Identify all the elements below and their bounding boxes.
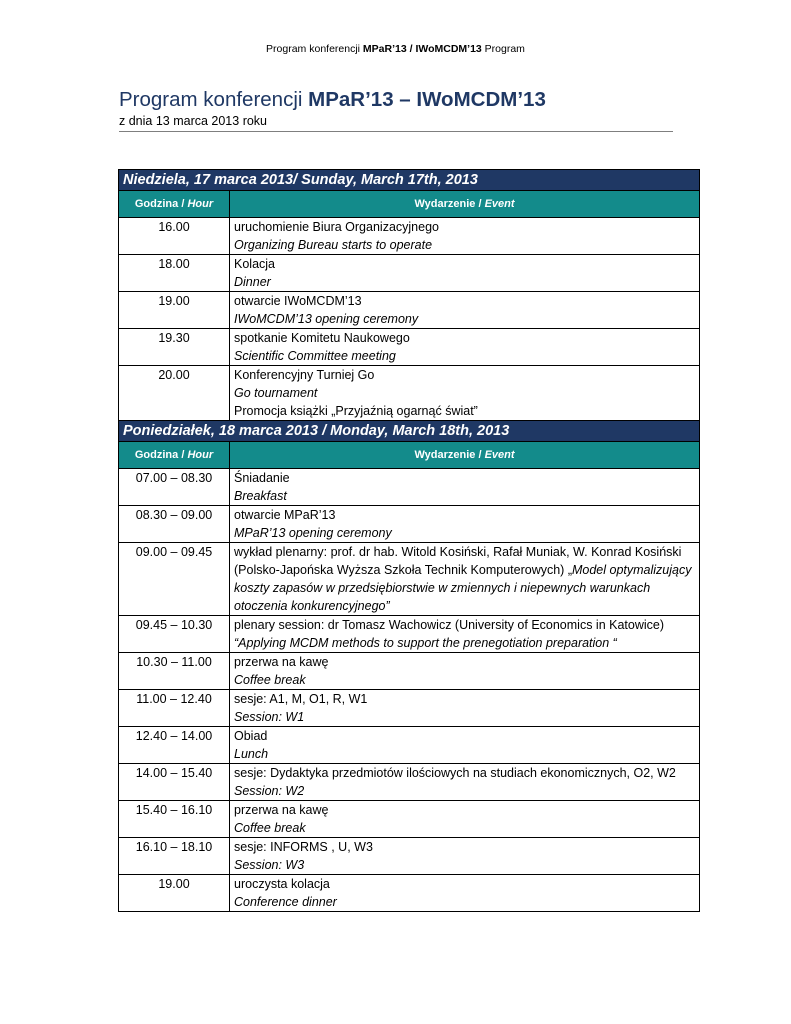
title-bold: MPaR’13 – IWoMCDM’13 bbox=[308, 88, 546, 111]
event-en: Organizing Bureau starts to operate bbox=[234, 238, 433, 252]
table-row bbox=[119, 469, 700, 506]
col-header-hour-pl: Godzina / bbox=[134, 198, 188, 210]
event-pl: spotkanie Komitetu Naukowego bbox=[234, 331, 410, 345]
row-event bbox=[230, 616, 700, 653]
event-en: Go tournament bbox=[234, 386, 318, 400]
event-en: IWoMCDM’13 opening ceremony bbox=[234, 312, 419, 326]
running-header-pre: Program konferencji bbox=[266, 43, 363, 55]
event-text bbox=[234, 545, 691, 613]
row-hour: 11.00 – 12.40 bbox=[119, 690, 230, 727]
row-event bbox=[230, 292, 700, 329]
day-heading: Niedziela, 17 marca 2013/ Sunday, March 17th, 2013 bbox=[119, 170, 700, 191]
row-hour: 20.00 bbox=[119, 366, 230, 421]
day-heading-row bbox=[119, 421, 700, 442]
table-row bbox=[119, 838, 700, 875]
running-header bbox=[0, 43, 791, 55]
running-header-bold: MPaR’13 / IWoMCDM’13 bbox=[362, 43, 482, 55]
schedule-table bbox=[118, 169, 700, 912]
event-pl: przerwa na kawę bbox=[234, 803, 329, 817]
table-row bbox=[119, 543, 700, 616]
row-event bbox=[230, 875, 700, 912]
event-en: Breakfast bbox=[234, 489, 287, 503]
col-header-hour bbox=[119, 442, 230, 469]
column-header-row bbox=[119, 442, 700, 469]
row-hour: 16.00 bbox=[119, 218, 230, 255]
table-row bbox=[119, 764, 700, 801]
col-header-hour bbox=[119, 191, 230, 218]
event-en: Lunch bbox=[234, 747, 269, 761]
table-row bbox=[119, 875, 700, 912]
event-pl: uroczysta kolacja bbox=[234, 877, 330, 891]
event-en: Scientific Committee meeting bbox=[234, 349, 396, 363]
row-event bbox=[230, 690, 700, 727]
event-en: Model optymalizujący koszty zapasów w przedsiębiorstwie w zmiennych i niepewnych warunkach otoczenia konkurencyjnego” bbox=[234, 563, 692, 613]
event-en: Coffee break bbox=[234, 821, 306, 835]
event-en: Session: W2 bbox=[234, 784, 305, 798]
row-hour: 14.00 – 15.40 bbox=[119, 764, 230, 801]
row-hour: 19.00 bbox=[119, 292, 230, 329]
row-event bbox=[230, 801, 700, 838]
table-row bbox=[119, 218, 700, 255]
table-row bbox=[119, 727, 700, 764]
row-hour: 10.30 – 11.00 bbox=[119, 653, 230, 690]
row-hour: 19.30 bbox=[119, 329, 230, 366]
event-en: “Applying MCDM methods to support the prenegotiation preparation “ bbox=[234, 636, 617, 650]
col-header-hour-en: Hour bbox=[187, 449, 214, 461]
event-pl: sesje: A1, M, O1, R, W1 bbox=[234, 692, 368, 706]
row-event bbox=[230, 543, 700, 616]
row-hour: 16.10 – 18.10 bbox=[119, 838, 230, 875]
title-rule bbox=[119, 131, 673, 132]
event-pl: otwarcie IWoMCDM’13 bbox=[234, 294, 362, 308]
event-pl: sesje: Dydaktyka przedmiotów ilościowych na studiach ekonomicznych, O2, W2 bbox=[234, 766, 676, 780]
table-row bbox=[119, 329, 700, 366]
event-pl: Kolacja bbox=[234, 257, 275, 271]
col-header-event-pl: Wydarzenie / bbox=[414, 198, 485, 210]
row-event bbox=[230, 469, 700, 506]
event-extra: Promocja książki „Przyjaźnią ogarnąć świat” bbox=[234, 404, 478, 418]
row-hour: 15.40 – 16.10 bbox=[119, 801, 230, 838]
running-header-post: Program bbox=[481, 43, 525, 55]
table-row bbox=[119, 690, 700, 727]
event-en: Session: W3 bbox=[234, 858, 305, 872]
row-hour: 19.00 bbox=[119, 875, 230, 912]
event-en: Conference dinner bbox=[234, 895, 337, 909]
col-header-event-en: Event bbox=[484, 198, 515, 210]
event-pl: plenary session: dr Tomasz Wachowicz (University of Economics in Katowice) bbox=[234, 618, 665, 632]
row-event bbox=[230, 329, 700, 366]
row-event bbox=[230, 218, 700, 255]
title-pre: Program konferencji bbox=[119, 88, 309, 111]
page-title bbox=[119, 88, 546, 112]
event-en: Session: W1 bbox=[234, 710, 305, 724]
event-pl: uruchomienie Biura Organizacyjnego bbox=[234, 220, 439, 234]
column-header-row bbox=[119, 191, 700, 218]
event-en: MPaR’13 opening ceremony bbox=[234, 526, 392, 540]
col-header-event bbox=[230, 191, 700, 218]
col-header-event-pl: Wydarzenie / bbox=[414, 449, 485, 461]
table-row bbox=[119, 801, 700, 838]
col-header-hour-pl: Godzina / bbox=[134, 449, 188, 461]
row-event bbox=[230, 727, 700, 764]
table-row bbox=[119, 653, 700, 690]
row-hour: 09.45 – 10.30 bbox=[119, 616, 230, 653]
event-pl: Śniadanie bbox=[234, 471, 290, 485]
row-hour: 07.00 – 08.30 bbox=[119, 469, 230, 506]
row-hour: 18.00 bbox=[119, 255, 230, 292]
table-row bbox=[119, 255, 700, 292]
table-row bbox=[119, 292, 700, 329]
col-header-hour-en: Hour bbox=[187, 198, 214, 210]
row-event bbox=[230, 255, 700, 292]
table-row bbox=[119, 506, 700, 543]
row-event bbox=[230, 653, 700, 690]
day-heading: Poniedziałek, 18 marca 2013 / Monday, March 18th, 2013 bbox=[119, 421, 700, 442]
event-pl: wykład plenarny: prof. dr hab. Witold Kosiński, Rafał Muniak, W. Konrad Kosiński (Polsko-Japońska Wyższa Szkoła Technik Komputerowych) „ bbox=[234, 545, 682, 577]
col-header-event bbox=[230, 442, 700, 469]
row-event bbox=[230, 506, 700, 543]
row-hour: 12.40 – 14.00 bbox=[119, 727, 230, 764]
event-pl: otwarcie MPaR’13 bbox=[234, 508, 336, 522]
row-hour: 08.30 – 09.00 bbox=[119, 506, 230, 543]
page-subtitle: z dnia 13 marca 2013 roku bbox=[119, 114, 268, 128]
row-event bbox=[230, 764, 700, 801]
event-en: Coffee break bbox=[234, 673, 306, 687]
row-event bbox=[230, 366, 700, 421]
event-pl: Obiad bbox=[234, 729, 268, 743]
event-pl: Konferencyjny Turniej Go bbox=[234, 368, 375, 382]
col-header-event-en: Event bbox=[484, 449, 515, 461]
table-row bbox=[119, 616, 700, 653]
event-pl: sesje: INFORMS , U, W3 bbox=[234, 840, 373, 854]
event-pl: przerwa na kawę bbox=[234, 655, 329, 669]
day-heading-row bbox=[119, 170, 700, 191]
table-row bbox=[119, 366, 700, 421]
event-en: Dinner bbox=[234, 275, 271, 289]
row-event bbox=[230, 838, 700, 875]
row-hour: 09.00 – 09.45 bbox=[119, 543, 230, 616]
